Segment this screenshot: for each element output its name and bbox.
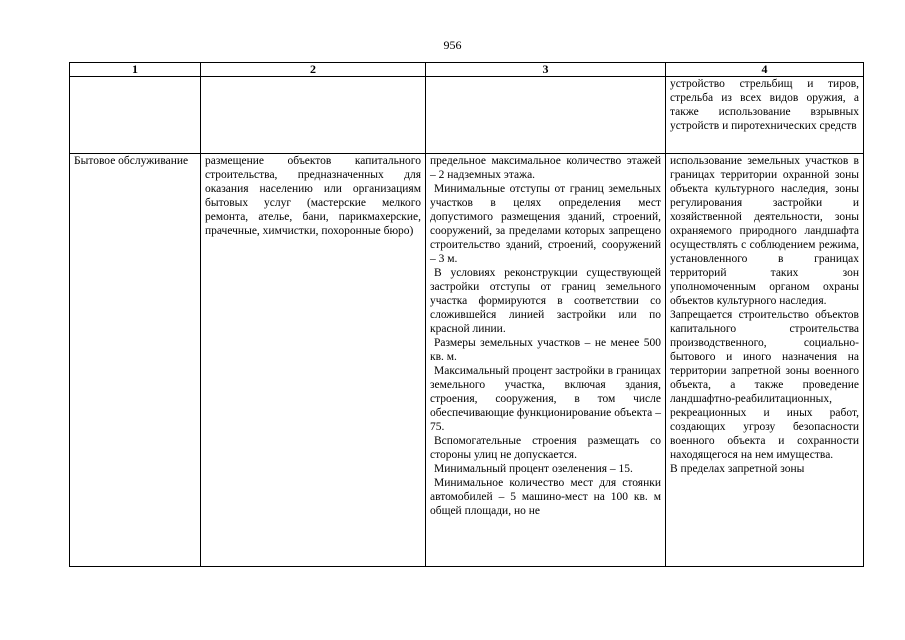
- restriction-paragraph: Запрещается строительство объектов капитального строительства производственного, социально-бытового и иного назначения на территории запретной зоны военного объекта, а также проведение ландшафтно-реабилитационных, рекреационных и иных работ, создающих угрозу безопасности военного объекта и сохранности находящегося на нем имущества.: [670, 309, 859, 461]
- parameter-paragraph: Размеры земельных участков – не менее 500 кв. м.: [430, 337, 661, 363]
- cell-restrictions-continued: устройство стрельбищ и тиров, стрельба из всех видов оружия, а также использование взрывных устройств и пиротехнических средств: [666, 77, 864, 154]
- column-header-3: 3: [426, 63, 666, 77]
- table-row-service: [70, 154, 864, 567]
- zoning-table: [69, 62, 864, 567]
- column-header-2: 2: [201, 63, 426, 77]
- cell-use-description: размещение объектов капитального строительства, предназначенных для оказания населению или организациям бытовых услуг (мастерские мелкого ремонта, ателье, бани, парикмахерские, прачечные, химчистки, похоронные бюро): [201, 154, 426, 567]
- column-header-1: 1: [70, 63, 201, 77]
- table-row-continuation: [70, 77, 864, 154]
- parameter-paragraph: предельное максимальное количество этажей – 2 надземных этажа.: [430, 155, 661, 181]
- header-row: [70, 63, 864, 77]
- cell-empty: [201, 77, 426, 154]
- parameter-paragraph: В условиях реконструкции существующей застройки отступы от границ земельного участка формируются в соответствии со сложившейся линией застройки или по красной линии.: [430, 267, 661, 335]
- restriction-paragraph: В пределах запретной зоны: [670, 463, 805, 475]
- parameter-paragraph: Минимальные отступы от границ земельных участков в целях определения мест допустимого размещения зданий, строений, сооружений, за пределами которых запрещено строительство зданий, строений, сооружений – 3 м.: [430, 183, 661, 265]
- cell-use-type: Бытовое обслуживание: [70, 154, 201, 567]
- column-header-4: 4: [666, 63, 864, 77]
- parameter-paragraph: Минимальное количество мест для стоянки автомобилей – 5 машино-мест на 100 кв. м общей площади, но не: [430, 477, 661, 517]
- parameter-paragraph: Минимальный процент озеленения – 15.: [434, 463, 633, 475]
- parameter-paragraph: Вспомогательные строения размещать со стороны улиц не допускается.: [430, 435, 661, 461]
- cell-parameters: [426, 154, 666, 567]
- cell-empty: [426, 77, 666, 154]
- cell-empty: [70, 77, 201, 154]
- cell-restrictions: [666, 154, 864, 567]
- restriction-paragraph: использование земельных участков в границах территории охранной зоны объекта культурного наследия, зоны регулирования застройки и хозяйственной деятельности, зоны охраняемого природного ландшафта осуществлять с соблюдением режима, установленного в границах территорий таких зон уполномоченным органом охраны объектов культурного наследия.: [670, 155, 859, 307]
- page-number: 956: [443, 38, 462, 52]
- parameter-paragraph: Максимальный процент застройки в границах земельного участка, включая здания, строения, сооружения, в том числе обеспечивающие функционирование объекта – 75.: [430, 365, 661, 433]
